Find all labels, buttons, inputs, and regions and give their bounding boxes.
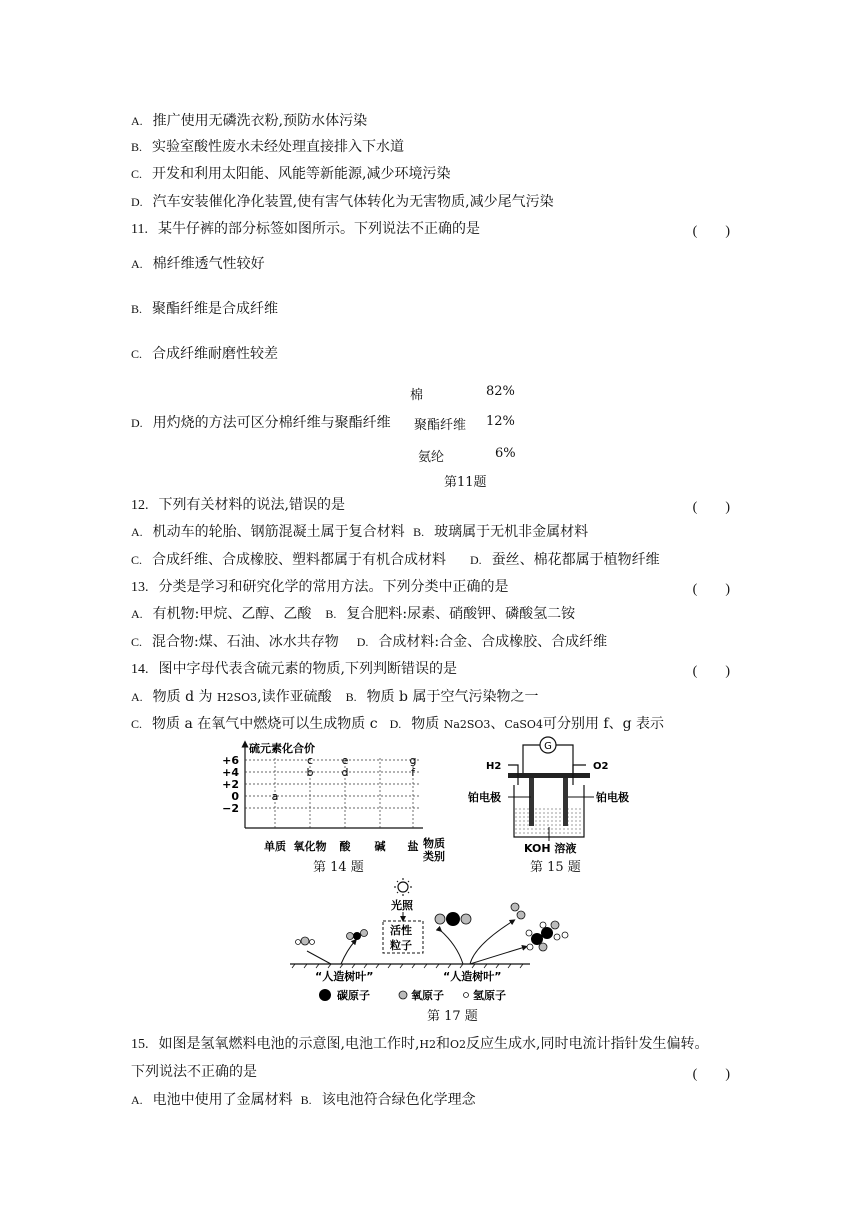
- label-row-pct: 6%: [495, 446, 516, 461]
- q12-option-ab: A. 机动车的轮胎、钢筋混凝土属于复合材料 B. 玻璃属于无机非金属材料: [131, 524, 589, 540]
- y-tick-label: +4: [222, 766, 239, 779]
- answer-bracket: ( ): [692, 500, 730, 515]
- q10-option-a: A. 推广使用无磷洗衣粉,预防水体污染: [131, 113, 368, 129]
- right-electrode: [563, 778, 568, 826]
- co2-molecule-icon: [435, 912, 471, 926]
- oxygen-legend-icon: [399, 991, 407, 999]
- figure-caption: 第 15 题: [530, 860, 581, 875]
- figure-caption: 第 14 题: [313, 860, 364, 875]
- q14-option-ab: A. 物质 d 为 H2SO3,读作亚硫酸 B. 物质 b 属于空气污染物之一: [131, 689, 539, 705]
- x-axis-label: 类别: [423, 850, 445, 863]
- answer-bracket: ( ): [692, 1067, 730, 1082]
- q15-stem: 15. 如图是氢氧燃料电池的示意图,电池工作时,H2和O2反应生成水,同时电流计指针发生偏转。: [131, 1036, 709, 1052]
- q12-option-cd: C. 合成纤维、合成橡胶、塑料都属于有机合成材料 D. 蚕丝、棉花都属于植物纤维: [131, 552, 660, 568]
- y-tick-label: +6: [222, 754, 239, 767]
- answer-bracket: ( ): [692, 224, 730, 239]
- point-label-f: f: [411, 766, 415, 779]
- leaf-label: “人造树叶”: [443, 970, 502, 983]
- o2-label: O2: [593, 761, 609, 772]
- sun-icon: [394, 878, 412, 896]
- answer-bracket: ( ): [692, 664, 730, 679]
- x-axis-label: 物质: [423, 837, 445, 850]
- point-label-d: d: [341, 766, 349, 779]
- galvanometer-label: G: [544, 741, 552, 752]
- x-tick-label: 酸: [339, 840, 351, 853]
- legend-hydrogen: 氢原子: [473, 989, 506, 1002]
- light-label: 光照: [391, 899, 413, 912]
- x-tick-label: 单质: [264, 840, 286, 853]
- valence-chart: [215, 740, 455, 870]
- legend-oxygen: 氧原子: [411, 989, 444, 1002]
- left-electrode-label: 铂电极: [468, 791, 501, 804]
- q13-option-ab: A. 有机物:甲烷、乙醇、乙酸 B. 复合肥料:尿素、硝酸钾、磷酸氢二铵: [131, 606, 576, 622]
- figure-caption: 第 17 题: [427, 1009, 478, 1024]
- q13-stem: 13. 分类是学习和研究化学的常用方法。下列分类中正确的是: [131, 579, 509, 595]
- y-tick-label: −2: [222, 802, 239, 815]
- y-tick-label: +2: [222, 778, 239, 791]
- q14-option-cd: C. 物质 a 在氧气中燃烧可以生成物质 c D. 物质 Na2SO3、CaSO4可分别用 f、g 表示: [131, 716, 664, 732]
- point-label-e: e: [341, 754, 349, 767]
- q11-option-a: A. 棉纤维透气性较好: [131, 256, 265, 272]
- y-tick-label: 0: [231, 790, 239, 803]
- q12-stem: 12. 下列有关材料的说法,错误的是: [131, 497, 345, 513]
- q11-option-c: C. 合成纤维耐磨性较差: [131, 346, 279, 362]
- label-row-name: 氨纶: [418, 450, 445, 465]
- q11-stem: 11. 某牛仔裤的部分标签如图所示。下列说法不正确的是: [131, 221, 480, 237]
- point-label-g: g: [409, 754, 417, 767]
- label-row-pct: 82%: [486, 384, 515, 399]
- organic-molecule-icon: [526, 921, 568, 951]
- x-tick-label: 氧化物: [293, 840, 327, 853]
- q15-stem-line2: 下列说法不正确的是: [131, 1064, 257, 1080]
- q10-option-d: D. 汽车安装催化净化装置,使有害气体转化为无害物质,减少尾气污染: [131, 194, 554, 210]
- x-tick-label: 盐: [407, 840, 419, 853]
- left-electrode: [529, 778, 534, 826]
- label-row-name: 聚酯纤维: [414, 418, 467, 433]
- solution-label: KOH 溶液: [524, 842, 577, 855]
- label-row-pct: 12%: [486, 414, 515, 429]
- water-molecule-icon: [296, 937, 315, 945]
- y-axis-label: 硫元素化合价: [249, 742, 315, 755]
- point-label-a: a: [271, 790, 279, 803]
- x-tick-label: 碱: [374, 840, 386, 853]
- q10-option-b: B. 实验室酸性废水未经处理直接排入下水道: [131, 139, 405, 155]
- legend-carbon: 碳原子: [337, 989, 370, 1002]
- answer-bracket: ( ): [692, 582, 730, 597]
- particle-label: 活性: [390, 924, 412, 937]
- h2-label: H2: [486, 761, 502, 772]
- particle-label: 粒子: [390, 939, 412, 952]
- figure-caption: 第11题: [444, 475, 487, 490]
- q11-option-b: B. 聚酯纤维是合成纤维: [131, 301, 279, 317]
- leaf-label: “人造树叶”: [315, 970, 374, 983]
- cell-lid: [508, 773, 590, 778]
- q13-option-cd: C. 混合物:煤、石油、冰水共存物 D. 合成材料:合金、合成橡胶、合成纤维: [131, 634, 608, 650]
- carbon-legend-icon: [319, 989, 331, 1001]
- point-label-c: c: [306, 754, 314, 767]
- label-row-name: 棉: [410, 388, 424, 403]
- co2-molecule-icon: [347, 930, 368, 941]
- artificial-leaf-diagram: [285, 875, 595, 1010]
- q15-option-ab: A. 电池中使用了金属材料 B. 该电池符合绿色化学理念: [131, 1092, 476, 1108]
- hydrogen-legend-icon: [464, 993, 469, 998]
- point-label-b: b: [306, 766, 314, 779]
- q11-option-d: D. 用灼烧的方法可区分棉纤维与聚酯纤维: [131, 415, 391, 431]
- right-electrode-label: 铂电极: [596, 791, 629, 804]
- o2-molecule-icon: [511, 903, 525, 919]
- q10-option-c: C. 开发和利用太阳能、风能等新能源,减少环境污染: [131, 166, 451, 182]
- fuel-cell-diagram: [468, 735, 648, 855]
- q14-stem: 14. 图中字母代表含硫元素的物质,下列判断错误的是: [131, 661, 457, 677]
